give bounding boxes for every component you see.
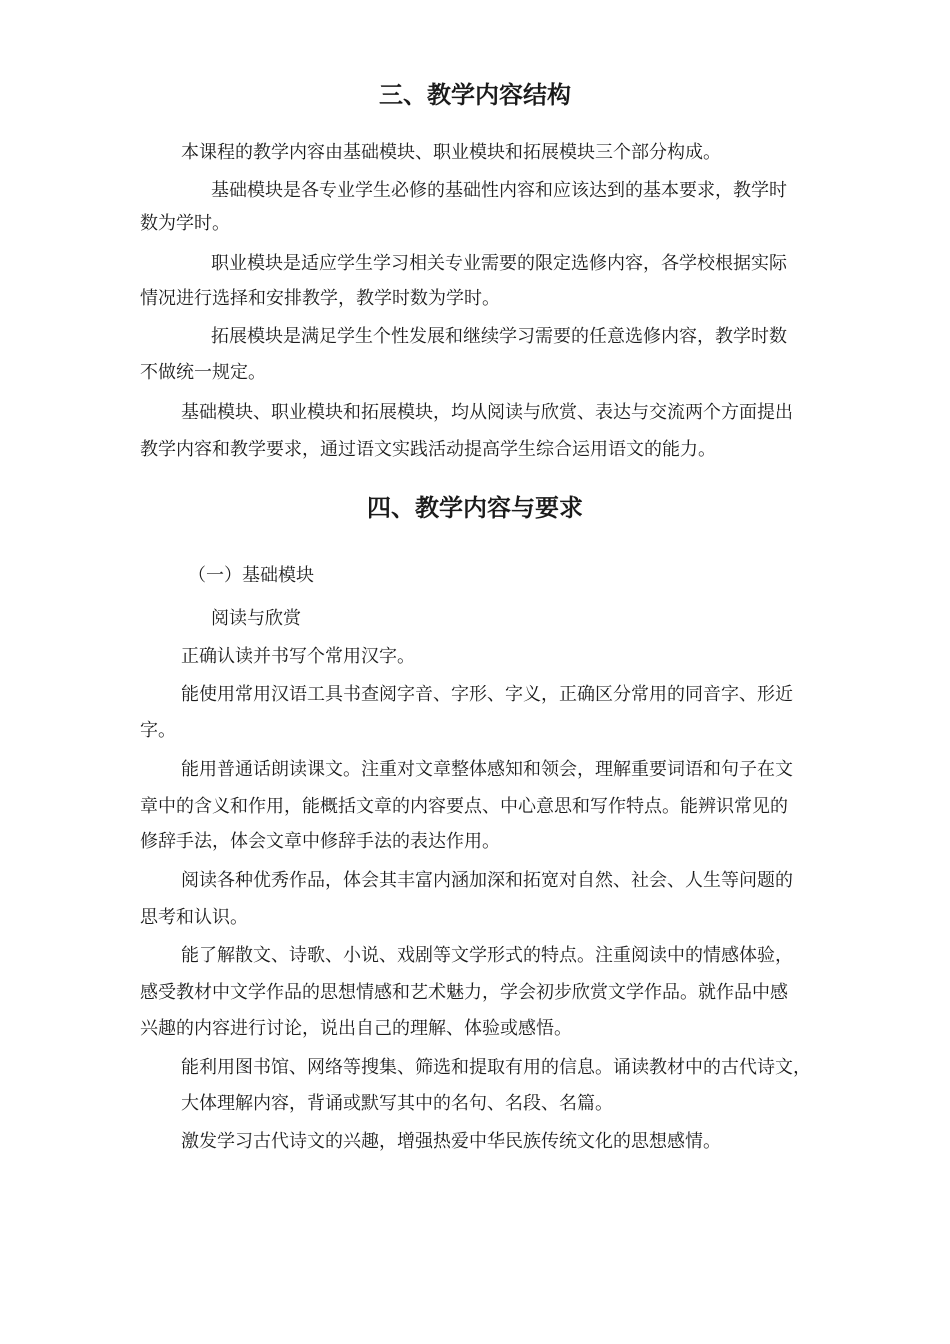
paragraph-line: 正确认读并书写个常用汉字。 bbox=[181, 646, 415, 667]
paragraph-line: 职业模块是适应学生学习相关专业需要的限定选修内容，各学校根据实际 bbox=[211, 253, 787, 274]
paragraph-line: 字。 bbox=[140, 720, 176, 741]
subsection-title: 阅读与欣赏 bbox=[211, 608, 301, 629]
paragraph-line: 大体理解内容，背诵或默写其中的名句、名段、名篇。 bbox=[181, 1093, 613, 1114]
paragraph-line: 章中的含义和作用，能概括文章的内容要点、中心意思和写作特点。能辨识常见的 bbox=[140, 796, 788, 817]
paragraph-line: 能使用常用汉语工具书查阅字音、字形、字义，正确区分常用的同音字、形近 bbox=[181, 684, 793, 705]
paragraph-line: 基础模块、职业模块和拓展模块，均从阅读与欣赏、表达与交流两个方面提出 bbox=[181, 402, 793, 423]
paragraph-line: 修辞手法，体会文章中修辞手法的表达作用。 bbox=[140, 831, 500, 852]
paragraph-line: 数为学时。 bbox=[140, 213, 230, 234]
paragraph-line: 情况进行选择和安排教学，教学时数为学时。 bbox=[140, 288, 500, 309]
subsection-title: （一）基础模块 bbox=[188, 565, 314, 586]
paragraph-line: 拓展模块是满足学生个性发展和继续学习需要的任意选修内容，教学时数 bbox=[211, 326, 787, 347]
section-heading-3: 三、教学内容结构 bbox=[379, 81, 571, 109]
paragraph-line: 兴趣的内容进行讨论，说出自己的理解、体验或感悟。 bbox=[140, 1018, 572, 1039]
paragraph-line: 能利用图书馆、网络等搜集、筛选和提取有用的信息。诵读教材中的古代诗文， bbox=[181, 1057, 811, 1078]
paragraph-line: 能了解散文、诗歌、小说、戏剧等文学形式的特点。注重阅读中的情感体验， bbox=[181, 945, 793, 966]
paragraph-line: 本课程的教学内容由基础模块、职业模块和拓展模块三个部分构成。 bbox=[181, 142, 721, 163]
paragraph-line: 不做统一规定。 bbox=[140, 362, 266, 383]
paragraph-line: 基础模块是各专业学生必修的基础性内容和应该达到的基本要求，教学时 bbox=[211, 180, 787, 201]
paragraph-line: 思考和认识。 bbox=[140, 907, 248, 928]
paragraph-line: 激发学习古代诗文的兴趣，增强热爱中华民族传统文化的思想感情。 bbox=[181, 1131, 721, 1152]
section-heading-4: 四、教学内容与要求 bbox=[367, 494, 583, 522]
paragraph-line: 感受教材中文学作品的思想情感和艺术魅力，学会初步欣赏文学作品。就作品中感 bbox=[140, 982, 788, 1003]
paragraph-line: 能用普通话朗读课文。注重对文章整体感知和领会，理解重要词语和句子在文 bbox=[181, 759, 793, 780]
paragraph-line: 阅读各种优秀作品，体会其丰富内涵加深和拓宽对自然、社会、人生等问题的 bbox=[181, 870, 793, 891]
paragraph-line: 教学内容和教学要求，通过语文实践活动提高学生综合运用语文的能力。 bbox=[140, 439, 716, 460]
